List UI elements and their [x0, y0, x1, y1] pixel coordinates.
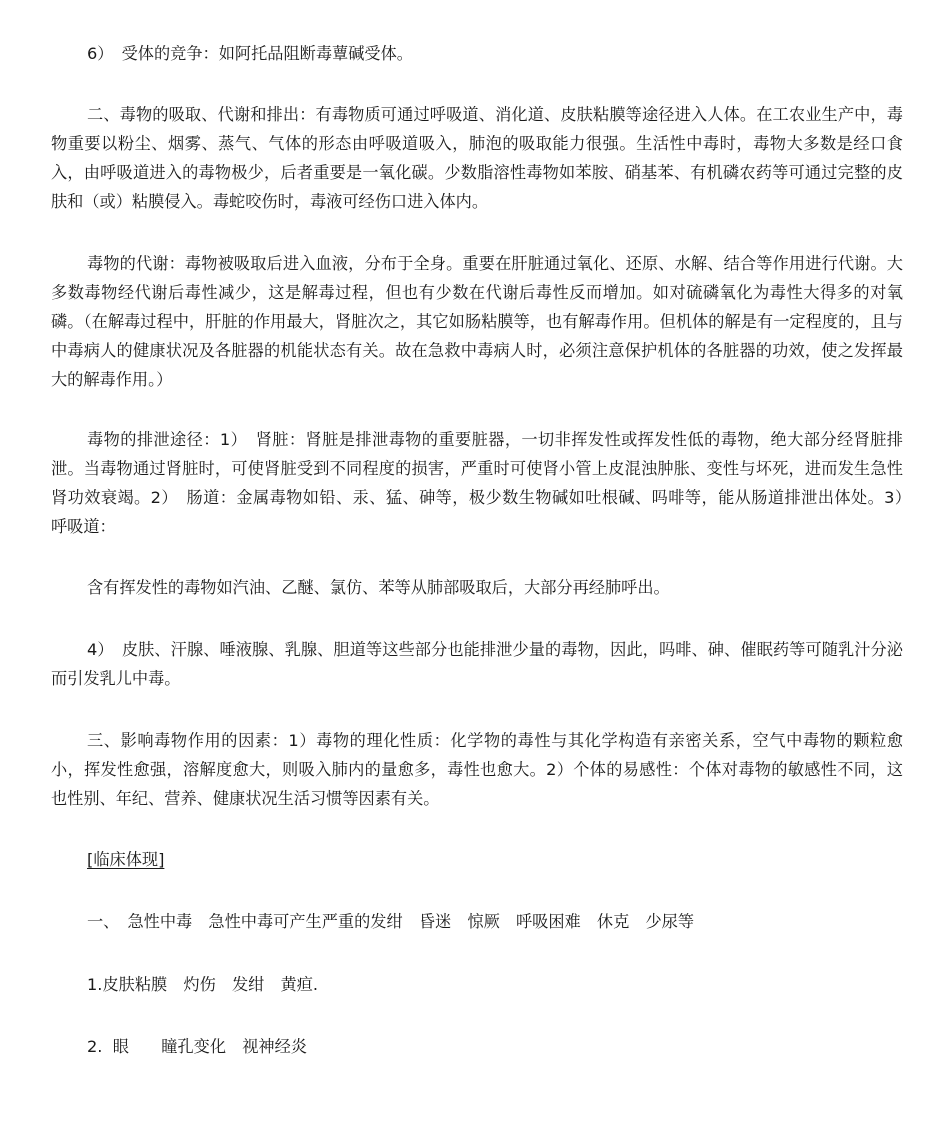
paragraph-influencing-factors: 三、影响毒物作用的因素：1）毒物的理化性质：化学物的毒性与其化学构造有亲密关系，空气中毒物的颗粒愈小，挥发性愈强，溶解度愈大，则吸入肺内的量愈多，毒性也愈大。2）个体的易感性：个体对毒物的敏感性不同，这也性别、年纪、营养、健康状况生活习惯等因素有关。 [51, 731, 903, 808]
paragraph-skin-glands-excretion: 4） 皮肤、汗腺、唾液腺、乳腺、胆道等这些部分也能排泄少量的毒物，因此，吗啡、砷、催眠药等可随乳汁分泌而引发乳儿中毒。 [51, 640, 903, 688]
paragraph-respiratory-excretion: 含有挥发性的毒物如汽油、乙醚、氯仿、苯等从肺部吸取后，大部分再经肺呼出。 [87, 578, 670, 597]
paragraph-metabolism: 毒物的代谢：毒物被吸取后进入血液，分布于全身。重要在肝脏通过氧化、还原、水解、结合等作用进行代谢。大多数毒物经代谢后毒性减少，这是解毒过程，但也有少数在代谢后毒性反而增加。如对硫磷氧化为毒性大得多的对氧磷。（在解毒过程中，肝脏的作用最大，肾脏次之，其它如肠粘膜等，也有解毒作用。但机体的解是有一定程度的，且与中毒病人的健康状况及各脏器的机能状态有关。故在急救中毒病人时，必须注意保护机体的各脏器的功效，使之发挥最大的解毒作用。） [51, 254, 903, 389]
acute-poisoning-line: 一、 急性中毒 急性中毒可产生严重的发绀 昏迷 惊厥 呼吸困难 休克 少尿等 [87, 912, 695, 931]
eye-line: 2. 眼 瞳孔变化 视神经炎 [87, 1037, 307, 1056]
clinical-manifestation-heading: [临床体现] [87, 850, 165, 869]
paragraph-receptor-competition: 6） 受体的竞争：如阿托品阻断毒蕈碱受体。 [87, 44, 413, 63]
paragraph-absorption-metabolism-excretion: 二、毒物的吸取、代谢和排出：有毒物质可通过呼吸道、消化道、皮肤粘膜等途径进入人体。在工农业生产中，毒物重要以粉尘、烟雾、蒸气、气体的形态由呼吸道吸入，肺泡的吸取能力很强。生活性中毒时，毒物大多数是经口食入，由呼吸道进入的毒物极少，后者重要是一氧化碳。少数脂溶性毒物如苯胺、硝基苯、有机磷农药等可通过完整的皮肤和（或）粘膜侵入。毒蛇咬伤时，毒液可经伤口进入体内。 [51, 105, 903, 211]
paragraph-excretion-routes: 毒物的排泄途径：1） 肾脏：肾脏是排泄毒物的重要脏器，一切非挥发性或挥发性低的毒物，绝大部分经肾脏排泄。当毒物通过肾脏时，可使肾脏受到不同程度的损害，严重时可使肾小管上皮混浊肿胀、变性与坏死，进而发生急性肾功效衰竭。2） 肠道：金属毒物如铅、汞、猛、砷等，极少数生物碱如吐根碱、吗啡等，能从肠道排泄出体处。3） 呼吸道： [51, 430, 920, 536]
skin-mucosa-line: 1.皮肤粘膜 灼伤 发绀 黄疸. [87, 975, 319, 994]
